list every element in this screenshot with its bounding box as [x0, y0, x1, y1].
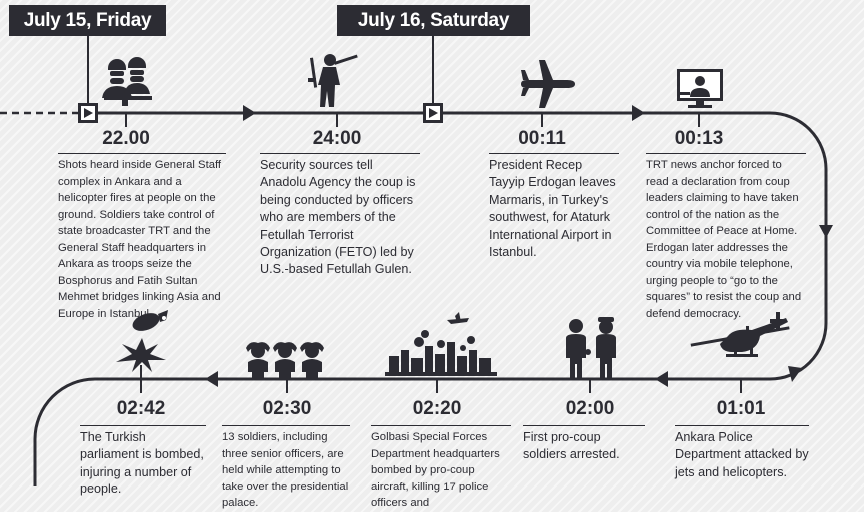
arrow-down-icon [819, 225, 833, 238]
event-time: 02:30 [262, 398, 312, 419]
soldiers-icon [98, 56, 156, 108]
event-time: 00:11 [518, 128, 566, 149]
event-time: 22.00 [102, 128, 150, 149]
date-marker [423, 103, 443, 123]
event-time: 02:00 [565, 398, 615, 419]
event-description: Golbasi Special Forces Department headquarters bombed by pro-coup aircraft, killing 17 police officers and [371, 425, 511, 512]
event-description: The Turkish parliament is bombed, injuring a number of people. [80, 425, 206, 499]
captured-soldiers-icon [244, 342, 326, 380]
arrest-icon [560, 316, 624, 380]
arrow-left-icon [655, 371, 668, 387]
event-time: 02:20 [412, 398, 462, 419]
date-label-july-16: July 16, Saturday [337, 5, 530, 36]
event-time: 01:01 [716, 398, 766, 419]
arrow-right-icon [243, 105, 256, 121]
event-time: 24:00 [312, 128, 362, 149]
date-marker [78, 103, 98, 123]
arrow-right-icon [632, 105, 645, 121]
event-description: President Recep Tayyip Erdogan leaves Marmaris, in Turkey's southwest, for Ataturk International Airport in Istanbul. [489, 153, 619, 261]
bombed-city-icon [385, 312, 497, 378]
armed-soldier-icon [306, 52, 362, 108]
event-description: First pro-coup soldiers arrested. [523, 425, 645, 464]
arrow-curve-icon [788, 366, 802, 382]
event-description: Shots heard inside General Staff complex in Ankara and a helicopter fires at people on the ground. Soldiers take control of state broadcaster TRT and the General Staff headquarters in Ankara as troops seize the Bosphorus and Fatih Sultan Mehmet bridges linking Asia and Europe in Istanbul. [58, 153, 226, 322]
event-description: Security sources tell Anadolu Agency the coup is being conducted by officers who are members of the Fetullah Terrorist Organization (FETO) led by U.S.-based Fetullah Gulen. [260, 153, 420, 279]
date-label-july-15: July 15, Friday [9, 5, 166, 36]
event-description: TRT news anchor forced to read a declaration from coup leaders claiming to have taken control of the nation as the Committee of Peace at Home. Erdogan later addresses the country via mobile telephone, urging people to “go to the squares” to resist the coup and defend democracy. [646, 153, 806, 322]
arrow-left-icon [205, 371, 218, 387]
event-description: Ankara Police Department attacked by jets and helicopters. [675, 425, 809, 481]
tv-broadcast-icon [676, 68, 724, 110]
event-description: 13 soldiers, including three senior officers, are held while attempting to take over the presidential palace. [222, 425, 350, 512]
event-time: 02:42 [116, 398, 166, 419]
airplane-icon [517, 60, 575, 110]
event-time: 00:13 [674, 128, 724, 149]
